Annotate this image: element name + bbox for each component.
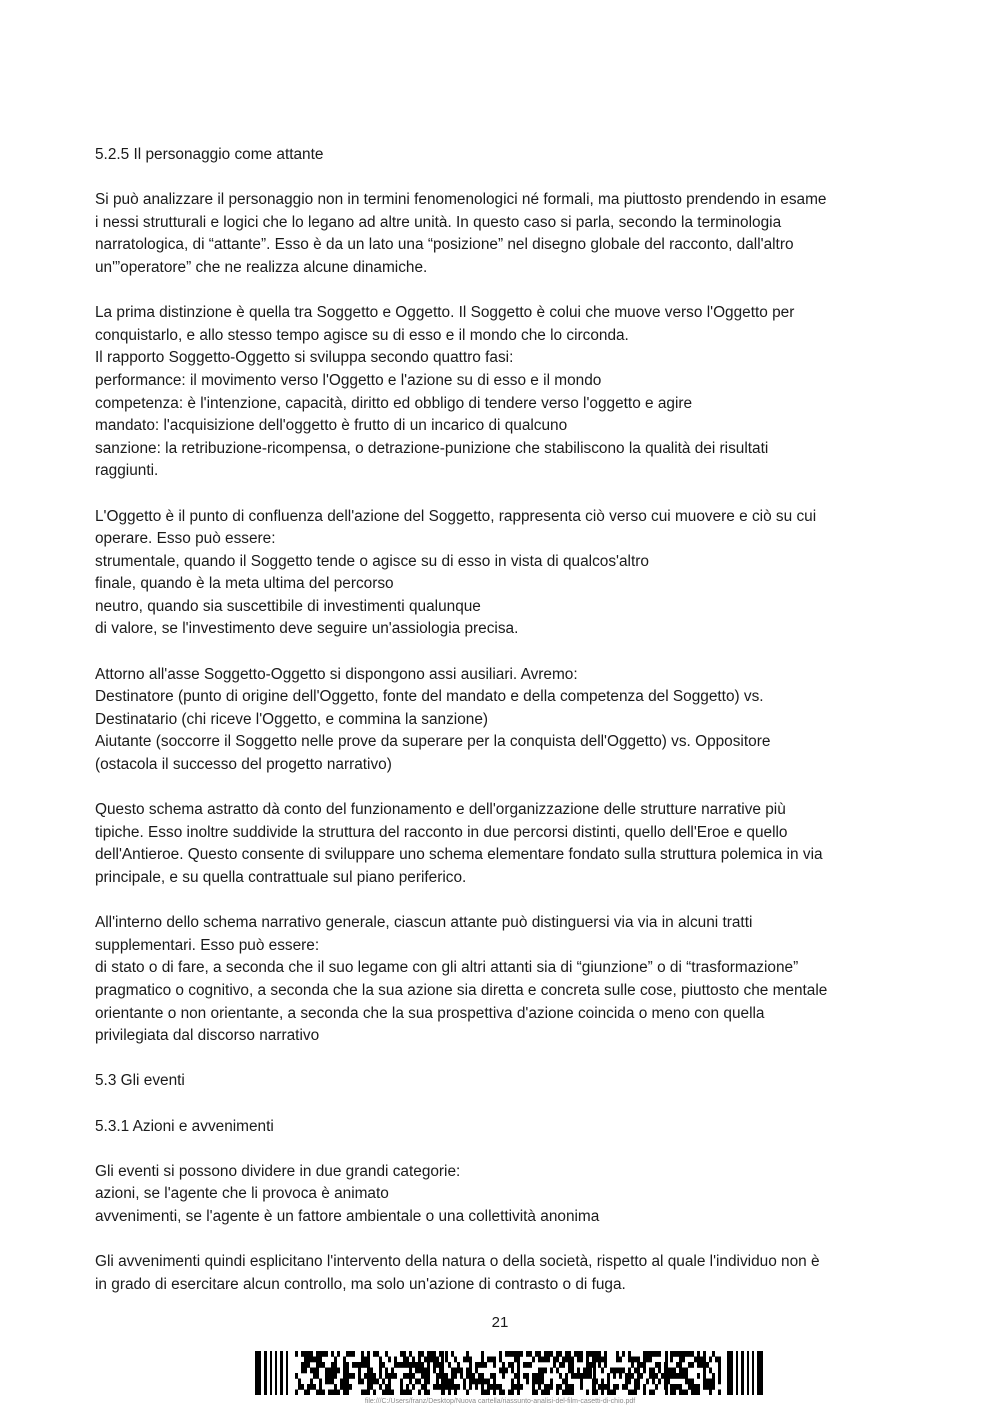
text-line: performance: il movimento verso l'Oggetto e l'azione su di esso e il mondo	[95, 371, 602, 389]
text-line: Gli avvenimenti quindi esplicitano l'intervento della natura o della società, rispetto al quale l'individuo non è	[95, 1253, 820, 1271]
text-line: pragmatico o cognitivo, a seconda che la sua azione sia diretta e concreta sulle cose, piuttosto che mentale	[95, 981, 828, 999]
text-line: 5.3 Gli eventi	[95, 1072, 185, 1090]
text-line: strumentale, quando il Soggetto tende o agisce su di esso in vista di qualcos'altro	[95, 552, 649, 570]
text-line: Attorno all'asse Soggetto-Oggetto si dispongono assi ausiliari. Avremo:	[95, 665, 578, 683]
text-line: Aiutante (soccorre il Soggetto nelle prove da superare per la conquista dell'Oggetto) vs. Oppositore	[95, 733, 771, 751]
text-line: narratologica, di “attante”. Esso è da un lato una “posizione” nel disegno globale del racconto, dall'altro	[95, 236, 794, 254]
text-line: 5.3.1 Azioni e avvenimenti	[95, 1117, 274, 1135]
text-line: Destinatore (punto di origine dell'Oggetto, fonte del mandato e della competenza del Soggetto) vs.	[95, 688, 764, 706]
text-line: La prima distinzione è quella tra Soggetto e Oggetto. Il Soggetto è colui che muove verso l'Oggetto per	[95, 304, 795, 322]
text-line: Questo schema astratto dà conto del funzionamento e dell'organizzazione delle strutture narrative più	[95, 801, 786, 819]
section-heading	[95, 1070, 910, 1093]
text-line: finale, quando è la meta ultima del percorso	[95, 575, 394, 593]
section-heading	[95, 1116, 910, 1139]
text-line: raggiunti.	[95, 462, 159, 480]
footer-file-path: file:///C:/Users/franz/Desktop/Nuova cartella/riassunto-analisi-del-film-casetti-di-chio.pdf	[364, 1398, 636, 1405]
text-line: avvenimenti, se l'agente è un fattore ambientale o una collettività anonima	[95, 1207, 600, 1225]
text-line: neutro, quando sia suscettibile di investimenti qualunque	[95, 597, 481, 615]
paragraph	[95, 189, 910, 279]
text-line: All'interno dello schema narrativo generale, ciascun attante può distinguersi via via in alcuni tratti	[95, 914, 753, 932]
paragraph	[95, 1251, 910, 1296]
paragraph	[95, 912, 910, 1048]
text-line: tipiche. Esso inoltre suddivide la struttura del racconto in due percorsi distinti, quello dell'Eroe e quello	[95, 823, 788, 841]
text-line: L'Oggetto è il punto di confluenza dell'azione del Soggetto, rappresenta ciò verso cui muovere e ciò su cui	[95, 507, 817, 525]
text-line: in grado di esercitare alcun controllo, ma solo un'azione di contrasto o di fuga.	[95, 1275, 626, 1293]
paragraph	[95, 664, 910, 777]
text-line: Destinatario (chi riceve l'Oggetto, e commina la sanzione)	[95, 710, 489, 728]
text-line: orientante o non orientante, a seconda che la sua prospettiva d'azione coincida o meno con quella	[95, 1004, 765, 1022]
text-line: 5.2.5 Il personaggio come attante	[95, 146, 324, 163]
text-line: di stato o di fare, a seconda che il suo legame con gli altri attanti sia di “giunzione” o di “trasformazione”	[95, 959, 799, 977]
text-line: (ostacola il successo del progetto narrativo)	[95, 756, 392, 774]
paragraph	[95, 1161, 910, 1229]
text-line: principale, e su quella contrattuale sul piano periferico.	[95, 869, 467, 886]
page-number: 21	[491, 1314, 509, 1331]
text-line: sanzione: la retribuzione-ricompensa, o detrazione-punizione che stabiliscono la qualità dei risultati	[95, 439, 769, 457]
text-line: Gli eventi si possono dividere in due grandi categorie:	[95, 1162, 461, 1180]
text-line: mandato: l'acquisizione dell'oggetto è frutto di un incarico di qualcuno	[95, 417, 568, 435]
text-line: Si può analizzare il personaggio non in termini fenomenologici né formali, ma piuttosto prendendo in esame	[95, 191, 827, 209]
barcode-image	[255, 1351, 765, 1395]
section-heading	[95, 144, 910, 167]
document-body	[95, 144, 910, 1319]
text-line: di valore, se l'investimento deve seguire un'assiologia precisa.	[95, 620, 519, 638]
text-line: privilegiata dal discorso narrativo	[95, 1027, 320, 1045]
text-line: i nessi strutturali e logici che lo legano ad altre unità. In questo caso si parla, secondo la terminologia	[95, 213, 782, 231]
text-line: competenza: è l'intenzione, capacità, diritto ed obbligo di tendere verso l'oggetto e agire	[95, 394, 693, 412]
text-line: azioni, se l'agente che li provoca è animato	[95, 1185, 389, 1203]
paragraph	[95, 799, 910, 889]
paragraph	[95, 302, 910, 483]
text-line: conquistarlo, e allo stesso tempo agisce su di esso e il mondo che lo circonda.	[95, 326, 629, 344]
text-line: dell'Antieroe. Questo consente di sviluppare uno schema elementare fondato sulla struttura polemica in via	[95, 846, 823, 864]
paragraph	[95, 506, 910, 642]
text-line: Il rapporto Soggetto-Oggetto si sviluppa secondo quattro fasi:	[95, 349, 514, 367]
text-line: un'”operatore” che ne realizza alcune dinamiche.	[95, 258, 428, 276]
text-line: supplementari. Esso può essere:	[95, 936, 320, 954]
text-line: operare. Esso può essere:	[95, 530, 276, 548]
